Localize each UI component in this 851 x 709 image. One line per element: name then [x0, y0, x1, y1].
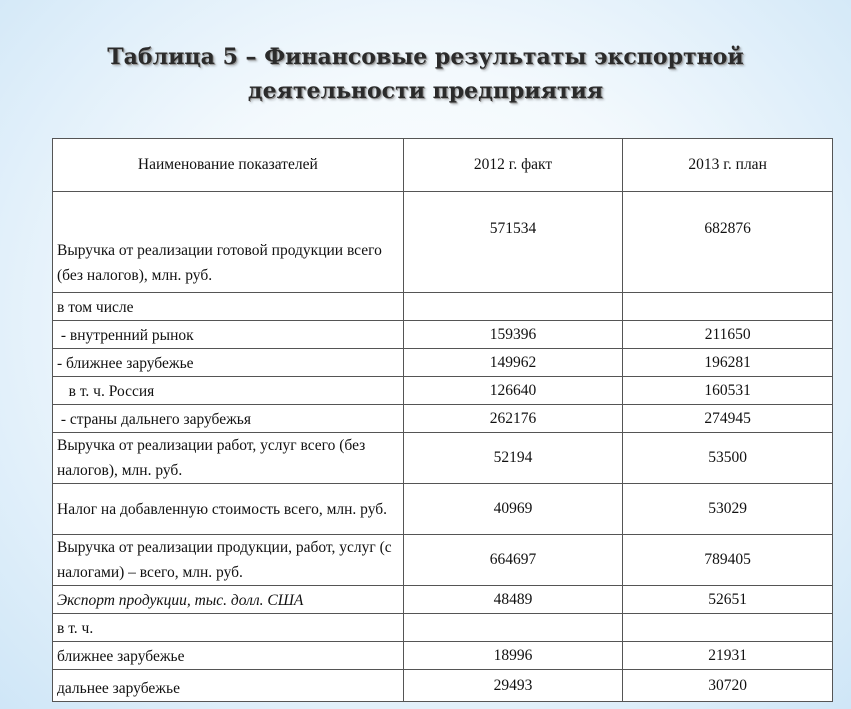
row-label: ближнее зарубежье — [53, 642, 404, 670]
row-value-2013: 52651 — [623, 586, 833, 614]
row-label: Выручка от реализации работ, услуг всего (без налогов), млн. руб. — [53, 433, 404, 484]
row-value-2012: 40969 — [403, 484, 623, 535]
row-value-2013: 211650 — [623, 321, 833, 349]
row-value-2013: 274945 — [623, 405, 833, 433]
table-row — [53, 192, 833, 293]
row-value-2012 — [403, 614, 623, 642]
financial-results-table — [52, 138, 833, 702]
row-value-2012 — [403, 293, 623, 321]
header-2012: 2012 г. факт — [403, 139, 623, 192]
row-value-2013: 789405 — [623, 535, 833, 586]
row-label: Выручка от реализации готовой продукции всего (без налогов), млн. руб. — [53, 192, 404, 293]
row-value-2013: 196281 — [623, 349, 833, 377]
row-value-2012: 149962 — [403, 349, 623, 377]
table-row — [53, 535, 833, 586]
row-label: в т. ч. Россия — [53, 377, 404, 405]
row-value-2012: 664697 — [403, 535, 623, 586]
row-value-2013: 53500 — [623, 433, 833, 484]
header-indicator: Наименование показателей — [53, 139, 404, 192]
table-row — [53, 349, 833, 377]
table-row — [53, 484, 833, 535]
row-value-2012: 159396 — [403, 321, 623, 349]
row-label: в т. ч. — [53, 614, 404, 642]
row-value-2012: 29493 — [403, 670, 623, 702]
row-label: Налог на добавленную стоимость всего, млн. руб. — [53, 484, 404, 535]
table-row — [53, 642, 833, 670]
row-value-2012: 571534 — [403, 192, 623, 293]
table-row — [53, 293, 833, 321]
row-label: - внутренний рынок — [53, 321, 404, 349]
row-value-2013 — [623, 614, 833, 642]
row-value-2012: 18996 — [403, 642, 623, 670]
table-row — [53, 670, 833, 702]
row-value-2013: 682876 — [623, 192, 833, 293]
row-value-2013: 53029 — [623, 484, 833, 535]
row-label: дальнее зарубежье — [53, 670, 404, 702]
table-row — [53, 614, 833, 642]
table-row — [53, 433, 833, 484]
table-row — [53, 586, 833, 614]
row-value-2013 — [623, 293, 833, 321]
row-value-2012: 262176 — [403, 405, 623, 433]
table-row — [53, 321, 833, 349]
row-label: в том числе — [53, 293, 404, 321]
row-value-2013: 21931 — [623, 642, 833, 670]
row-label: - страны дальнего зарубежья — [53, 405, 404, 433]
row-value-2012: 48489 — [403, 586, 623, 614]
row-value-2013: 30720 — [623, 670, 833, 702]
header-2013: 2013 г. план — [623, 139, 833, 192]
row-label: Экспорт продукции, тыс. долл. США — [53, 586, 404, 614]
page-title — [60, 40, 791, 108]
table-row — [53, 377, 833, 405]
row-value-2012: 126640 — [403, 377, 623, 405]
title-line-1: Таблица 5 – Финансовые результаты экспортной — [107, 44, 744, 70]
table-header-row — [53, 139, 833, 192]
title-line-2: деятельности предприятия — [247, 78, 604, 104]
table-row — [53, 405, 833, 433]
row-value-2013: 160531 — [623, 377, 833, 405]
row-value-2012: 52194 — [403, 433, 623, 484]
row-label: - ближнее зарубежье — [53, 349, 404, 377]
row-label: Выручка от реализации продукции, работ, услуг (с налогами) – всего, млн. руб. — [53, 535, 404, 586]
